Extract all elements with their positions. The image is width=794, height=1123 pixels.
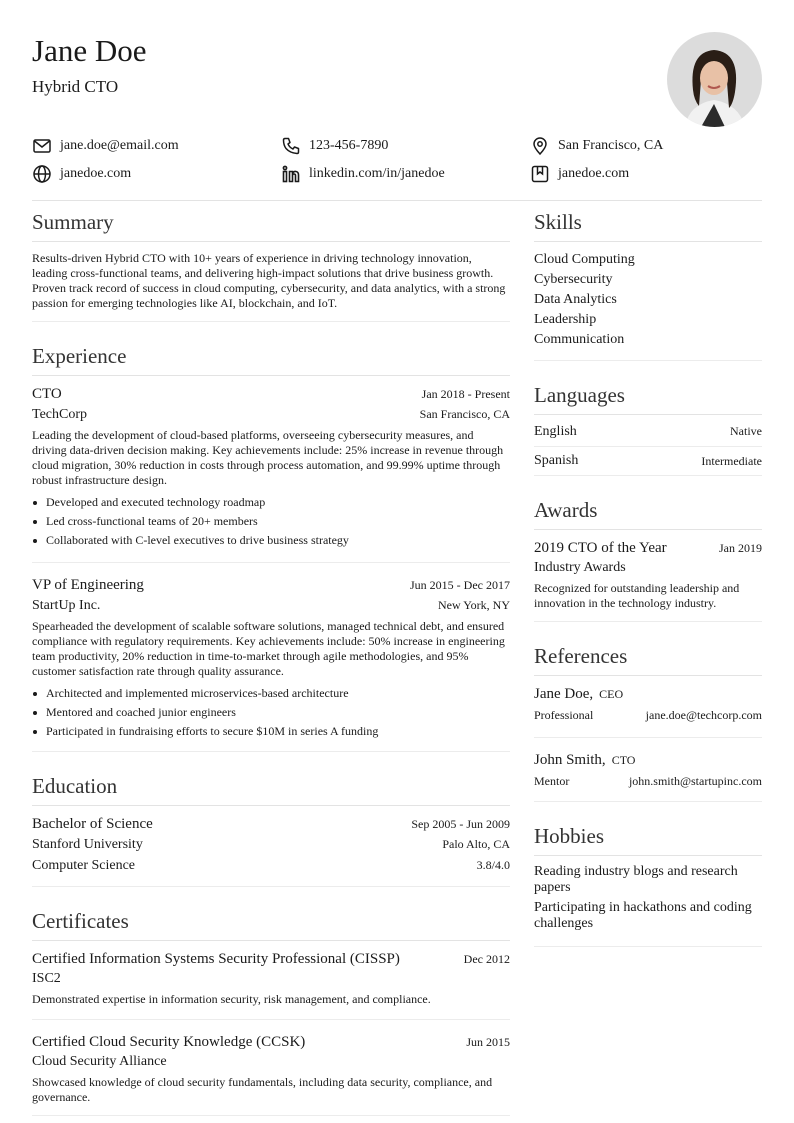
certificate-entry [32,1019,510,1105]
profile-photo [667,32,762,127]
certificates-heading: Certificates [32,905,510,941]
reference-entry [534,737,762,791]
experience-section [32,340,510,752]
certificate-date: Jun 2015 [466,1035,510,1049]
certificate-name: Certified Cloud Security Knowledge (CCSK) [32,1034,306,1050]
gpa: 3.8/4.0 [476,858,510,872]
contact-portfolio[interactable] [530,162,629,186]
job-description: Leading the development of cloud-based platforms, overseeing cybersecurity measures, and driving data-driven decision making. Key achievements include: 25% increase in revenue through cloud migration, 30% reduction in costs through process automation, and 99.99% uptime through robust infrastructure design. [32,428,504,487]
main-column [32,206,510,1123]
certificate-entry [32,949,510,1007]
job-title: VP of Engineering [32,577,144,593]
contact-linkedin-text: linkedin.com/in/janedoe [309,166,445,181]
reference-role: CTO [611,753,636,767]
contact-phone-text: 123-456-7890 [309,138,389,153]
hobbies-heading: Hobbies [534,820,762,856]
contact-location [530,134,663,158]
contact-linkedin[interactable] [281,162,445,186]
languages-heading: Languages [534,379,762,415]
award-name: 2019 CTO of the Year [534,540,667,556]
hobby-item: Participating in hackathons and coding challenges [534,900,752,931]
reference-email[interactable]: john.smith@startupinc.com [628,774,762,788]
language-level: Native [730,424,762,438]
skill-item: Communication [534,332,625,347]
job-description: Spearheaded the development of scalable software solutions, managed technical debt, and ensured compliance with regulatory requirements. Key achievements include: 50% increase in engineering team productivity, 20% reduction in time-to-market through agile methodologies, and 95% customer satisfaction rate through quality assurance. [32,619,505,678]
candidate-name: Jane Doe [32,33,147,68]
field-of-study: Computer Science [32,858,136,873]
candidate-title: Hybrid CTO [32,77,119,96]
job-highlights [32,493,510,550]
language-item [534,446,762,475]
language-name: English [534,423,577,439]
contact-website-text: janedoe.com [60,166,132,181]
job-highlights [32,684,510,741]
education-dates: Sep 2005 - Jun 2009 [411,817,510,831]
hobby-item: Reading industry blogs and research papers [534,864,738,895]
awards-heading: Awards [534,494,762,530]
school-location: Palo Alto, CA [442,837,510,851]
contact-phone[interactable] [281,134,388,158]
skills-section [534,206,762,361]
award-date: Jan 2019 [719,541,762,555]
contact-email[interactable] [32,134,179,158]
summary-text: Results-driven Hybrid CTO with 10+ years of experience in driving technology innovation, leading cross-functional teams, and delivering high-impact solutions that drive business growth. Proven track record of success in cloud computing, cybersecurity, and data analytics, with a strong passion for emerging technologies like AI, blockchain, and IoT. [32,251,506,310]
references-heading: References [534,640,762,676]
language-item [534,417,762,446]
award-issuer: Industry Awards [534,560,626,575]
award-description: Recognized for outstanding leadership and innovation in the technology industry. [534,581,740,610]
degree-name: Bachelor of Science [32,816,153,832]
certificate-issuer: ISC2 [32,971,61,986]
job-title: CTO [32,386,62,402]
language-name: Spanish [534,453,579,468]
skill-item: Cybersecurity [534,272,613,287]
reference-relation: Professional [534,708,594,722]
summary-heading: Summary [32,206,510,242]
list-item: Participated in fundraising efforts to secure $10M in series A funding [32,722,510,741]
certificate-description: Demonstrated expertise in information security, risk management, and compliance. [32,992,431,1006]
certificate-issuer: Cloud Security Alliance [32,1054,167,1069]
location-icon [530,136,550,156]
side-column [534,206,762,965]
reference-entry [534,684,762,725]
job-dates: Jan 2018 - Present [421,387,510,401]
job-location: New York, NY [437,598,510,612]
education-entry [32,814,510,876]
reference-name: John Smith, [534,752,606,768]
skill-item: Leadership [534,312,597,327]
certificate-date: Dec 2012 [463,952,510,966]
certificate-description: Showcased knowledge of cloud security fundamentals, including data security, compliance, and governance. [32,1075,493,1104]
skills-heading: Skills [534,206,762,242]
languages-section [534,379,762,476]
phone-icon [281,136,301,156]
reference-relation: Mentor [534,774,570,788]
education-section [32,770,510,887]
job-location: San Francisco, CA [419,407,510,421]
experience-entry [32,562,510,741]
list-item: Led cross-functional teams of 20+ members [32,512,510,531]
company-name: TechCorp [32,407,88,422]
contact-email-text: jane.doe@email.com [60,138,179,153]
contact-website[interactable] [32,162,131,186]
reference-name: Jane Doe, [534,686,594,702]
reference-email[interactable]: jane.doe@techcorp.com [645,708,762,722]
certificates-section [32,905,510,1116]
language-level: Intermediate [701,453,762,468]
list-item: Developed and executed technology roadmap [32,493,510,512]
globe-icon [32,164,52,184]
contact-location-text: San Francisco, CA [558,138,664,153]
header-divider [32,200,762,201]
awards-section [534,494,762,622]
reference-role: CEO [599,687,624,701]
skill-item: Data Analytics [534,292,617,307]
company-name: StartUp Inc. [32,598,101,613]
experience-heading: Experience [32,340,510,376]
list-item: Collaborated with C-level executives to drive business strategy [32,531,510,550]
portfolio-icon [530,164,550,184]
linkedin-icon [281,164,301,184]
experience-entry [32,384,510,550]
job-dates: Jun 2015 - Dec 2017 [410,578,510,592]
skill-item: Cloud Computing [534,252,635,267]
mail-icon [32,136,52,156]
school-name: Stanford University [32,837,143,852]
contact-portfolio-text: janedoe.com [558,166,630,181]
list-item: Architected and implemented microservices-based architecture [32,684,510,703]
summary-section [32,206,510,322]
resume-header [32,32,762,132]
education-heading: Education [32,770,510,806]
hobbies-section [534,820,762,947]
certificate-name: Certified Information Systems Security Professional (CISSP) [32,951,400,967]
references-section [534,640,762,802]
list-item: Mentored and coached junior engineers [32,703,510,722]
